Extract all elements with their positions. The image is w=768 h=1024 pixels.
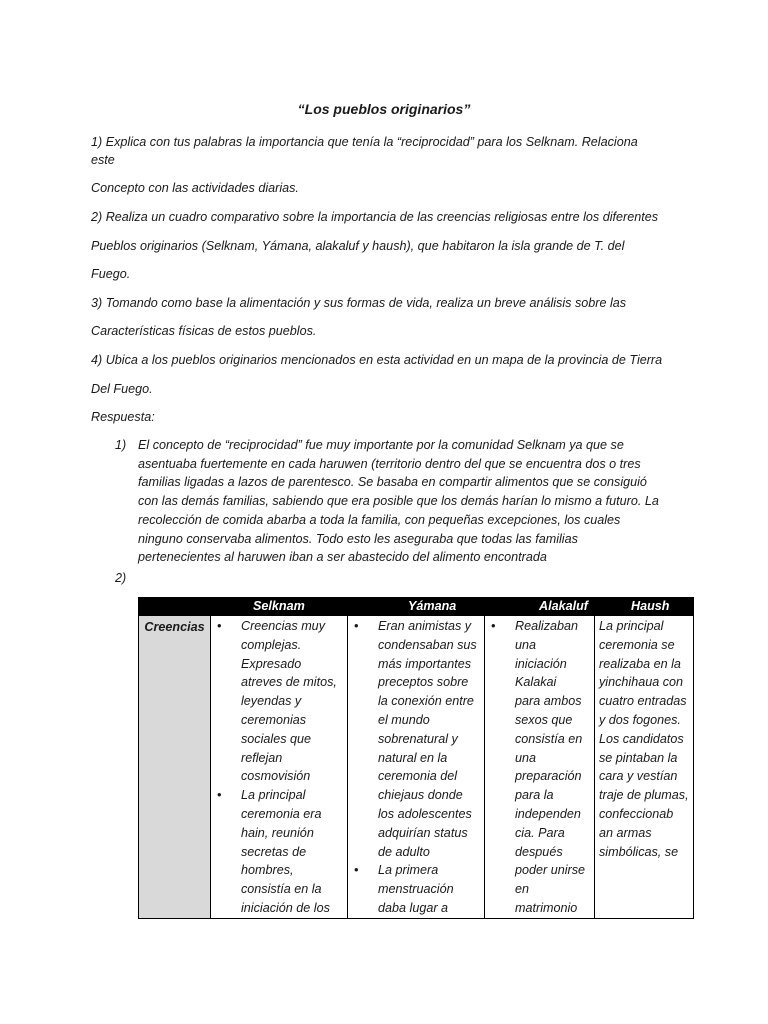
bullet-icon: • xyxy=(491,618,496,633)
document-title: “Los pueblos originarios” xyxy=(297,101,471,117)
cell-haush xyxy=(595,616,694,919)
answer-1-line: asentuaba fuertemente en cada haruwen (territorio dentro del que se encuentra dos o tres xyxy=(138,456,641,471)
answer-1-number: 1) xyxy=(115,438,127,452)
answer-2-number: 2) xyxy=(115,571,127,585)
bullet-icon: • xyxy=(354,618,359,633)
cell-yamana xyxy=(348,616,485,919)
question-2-line-1: 2) Realiza un cuadro comparativo sobre la importancia de las creencias religiosas entre los diferentes xyxy=(91,210,659,224)
list-item: • Realizaban una iniciación Kalakai xyxy=(491,618,579,690)
answer-1-line: familias ligadas a lazos de parentesco. Se basaba en compartir alimentos que se consiguió xyxy=(138,475,647,490)
question-4-line-2: Del Fuego. xyxy=(91,382,153,396)
question-2-line-3: Fuego. xyxy=(91,267,131,281)
answer-1-line: recolección de comida abarba a toda la familia, con pequeñas excepciones, los cuales xyxy=(138,512,621,527)
question-2-line-2: Pueblos originarios (Selknam, Yámana, alakaluf y haush), que habitaron la isla grande de T. del xyxy=(91,239,625,253)
table-header-yamana: Yámana xyxy=(348,598,485,616)
table-header-blank xyxy=(139,598,211,616)
list-item: • Creencias muy complejas. Expresado atreves de mitos, leyendas y ceremonias sociales que reflejan cosmovisión xyxy=(217,618,337,784)
answer-1-line: El concepto de “reciprocidad” fue muy importante por la comunidad Selknam ya que se xyxy=(138,438,624,452)
list-item: • Eran animistas y condensaban sus más importantes preceptos sobre la conexión entre el mundo sobrenatural y natural en la ceremonia del chiejaus donde los adolescentes adquirían status de adulto xyxy=(354,618,477,859)
question-1-line-2: este xyxy=(91,153,115,167)
table-header-alakaluf: Alakaluf xyxy=(485,598,595,616)
cell-alakaluf xyxy=(485,616,595,919)
question-1-line-1: 1) Explica con tus palabras la importancia que tenía la “reciprocidad” para los Selknam. Relaciona xyxy=(91,135,638,149)
cell-alakaluf-continuation: para ambos sexos que consistía en una preparación para la independen cia. Para después poder unirse en matrimonio xyxy=(515,694,586,915)
question-3-line-1: 3) Tomando como base la alimentación y sus formas de vida, realiza un breve análisis sobre las xyxy=(91,296,627,310)
cell-selknam xyxy=(211,616,348,919)
answer-1-line: con las demás familias, sabiendo que era posible que los demás harían lo mismo a futuro. La xyxy=(138,494,659,509)
question-1-line-3: Concepto con las actividades diarias. xyxy=(91,181,299,195)
answer-label: Respuesta: xyxy=(91,410,155,424)
answer-1-line: pertenecientes al haruwen iban a ser abastecido del alimento encontrada xyxy=(138,550,547,565)
cell-haush-text: La principal ceremonia se realizaba en la yinchihaua con cuatro entradas y dos fogones. Los candidatos se pintaban la cara y vestían traje de plumas, confeccionab an armas simbólicas, se xyxy=(599,619,689,859)
bullet-icon: • xyxy=(217,787,222,803)
row-label-creencias: Creencias xyxy=(139,616,211,919)
table-header-haush: Haush xyxy=(595,598,694,616)
comparison-table xyxy=(138,597,694,919)
bullet-icon: • xyxy=(217,618,222,633)
answer-1-text xyxy=(138,436,678,567)
bullet-icon: • xyxy=(354,862,359,878)
question-4-line-1: 4) Ubica a los pueblos originarios mencionados en esta actividad en un mapa de la provincia de Tierra xyxy=(91,353,663,367)
question-3-line-2: Características físicas de estos pueblos. xyxy=(91,324,317,338)
list-item: • La principal ceremonia era hain, reunión secretas de hombres, consistía en la iniciación de los xyxy=(217,787,330,915)
table-row xyxy=(139,616,694,919)
list-item: • La primera menstruación daba lugar a xyxy=(354,862,454,915)
table-header-selknam: Selknam xyxy=(211,598,348,616)
table-header-row xyxy=(139,598,694,616)
answer-1-line: ninguno conservaba alimentos. Todo esto les aseguraba que todas las familias xyxy=(138,531,578,546)
